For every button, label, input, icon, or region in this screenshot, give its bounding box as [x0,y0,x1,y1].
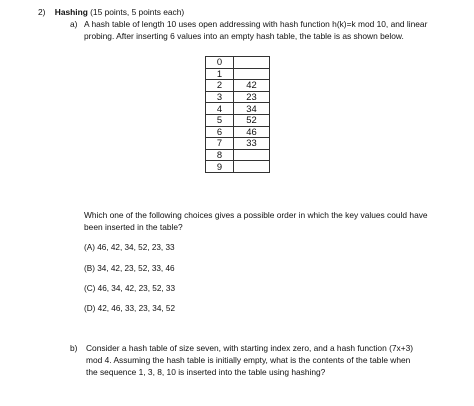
hash-table-row [206,149,270,161]
hash-value-cell: 52 [234,114,270,126]
choice-b: (B) 34, 42, 23, 52, 33, 46 [84,264,175,273]
hash-value-cell [234,149,270,161]
hash-table-row [206,126,270,138]
hash-table [205,56,270,173]
hash-index-cell: 3 [206,91,234,103]
hash-table-row [206,68,270,80]
hash-value-cell: 23 [234,91,270,103]
hash-index-cell: 6 [206,126,234,138]
part-a-text-line1: A hash table of length 10 uses open addressing with hash function h(k)=k mod 10, and linear [84,19,428,29]
hash-index-cell: 1 [206,68,234,80]
hash-index-cell: 2 [206,80,234,92]
part-a-prompt-line1: Which one of the following choices gives a possible order in which the key values could have [84,210,428,220]
hash-index-cell: 0 [206,57,234,69]
hash-value-cell: 46 [234,126,270,138]
hash-table-row [206,138,270,150]
hash-value-cell [234,57,270,69]
question-title: Hashing [54,7,88,17]
part-a-label: a) [70,19,78,29]
hash-table-body [206,57,270,173]
hash-table-row [206,103,270,115]
question-number: 2) [38,7,46,17]
question-header [38,7,184,17]
part-b-label: b) [70,343,78,353]
hash-index-cell: 7 [206,138,234,150]
hash-table-row [206,91,270,103]
choice-d: (D) 42, 46, 33, 23, 34, 52 [84,304,176,313]
hash-table-row [206,161,270,173]
hash-value-cell: 34 [234,103,270,115]
hash-table-row [206,114,270,126]
hash-table-row [206,80,270,92]
part-b-text-line1: Consider a hash table of size seven, with starting index zero, and a hash function (7x+3) [86,343,414,353]
hash-index-cell: 5 [206,114,234,126]
part-b-text-line3: the sequence 1, 3, 8, 10 is inserted into the table using hashing? [86,367,326,377]
question-points: (15 points, 5 points each) [90,7,185,17]
hash-value-cell: 42 [234,80,270,92]
choice-a: (A) 46, 42, 34, 52, 23, 33 [84,243,175,252]
hash-index-cell: 4 [206,103,234,115]
hash-value-cell [234,161,270,173]
hash-index-cell: 8 [206,149,234,161]
choice-c: (C) 46, 34, 42, 23, 52, 33 [84,284,176,293]
part-a-text-line2: probing. After inserting 6 values into an empty hash table, the table is as shown below. [84,31,404,41]
hash-index-cell: 9 [206,161,234,173]
part-b-text-line2: mod 4. Assuming the hash table is initially empty, what is the contents of the table when [86,355,411,365]
hash-table-row [206,57,270,69]
part-a-prompt-line2: been inserted in the table? [84,222,183,232]
hash-value-cell [234,68,270,80]
hash-value-cell: 33 [234,138,270,150]
